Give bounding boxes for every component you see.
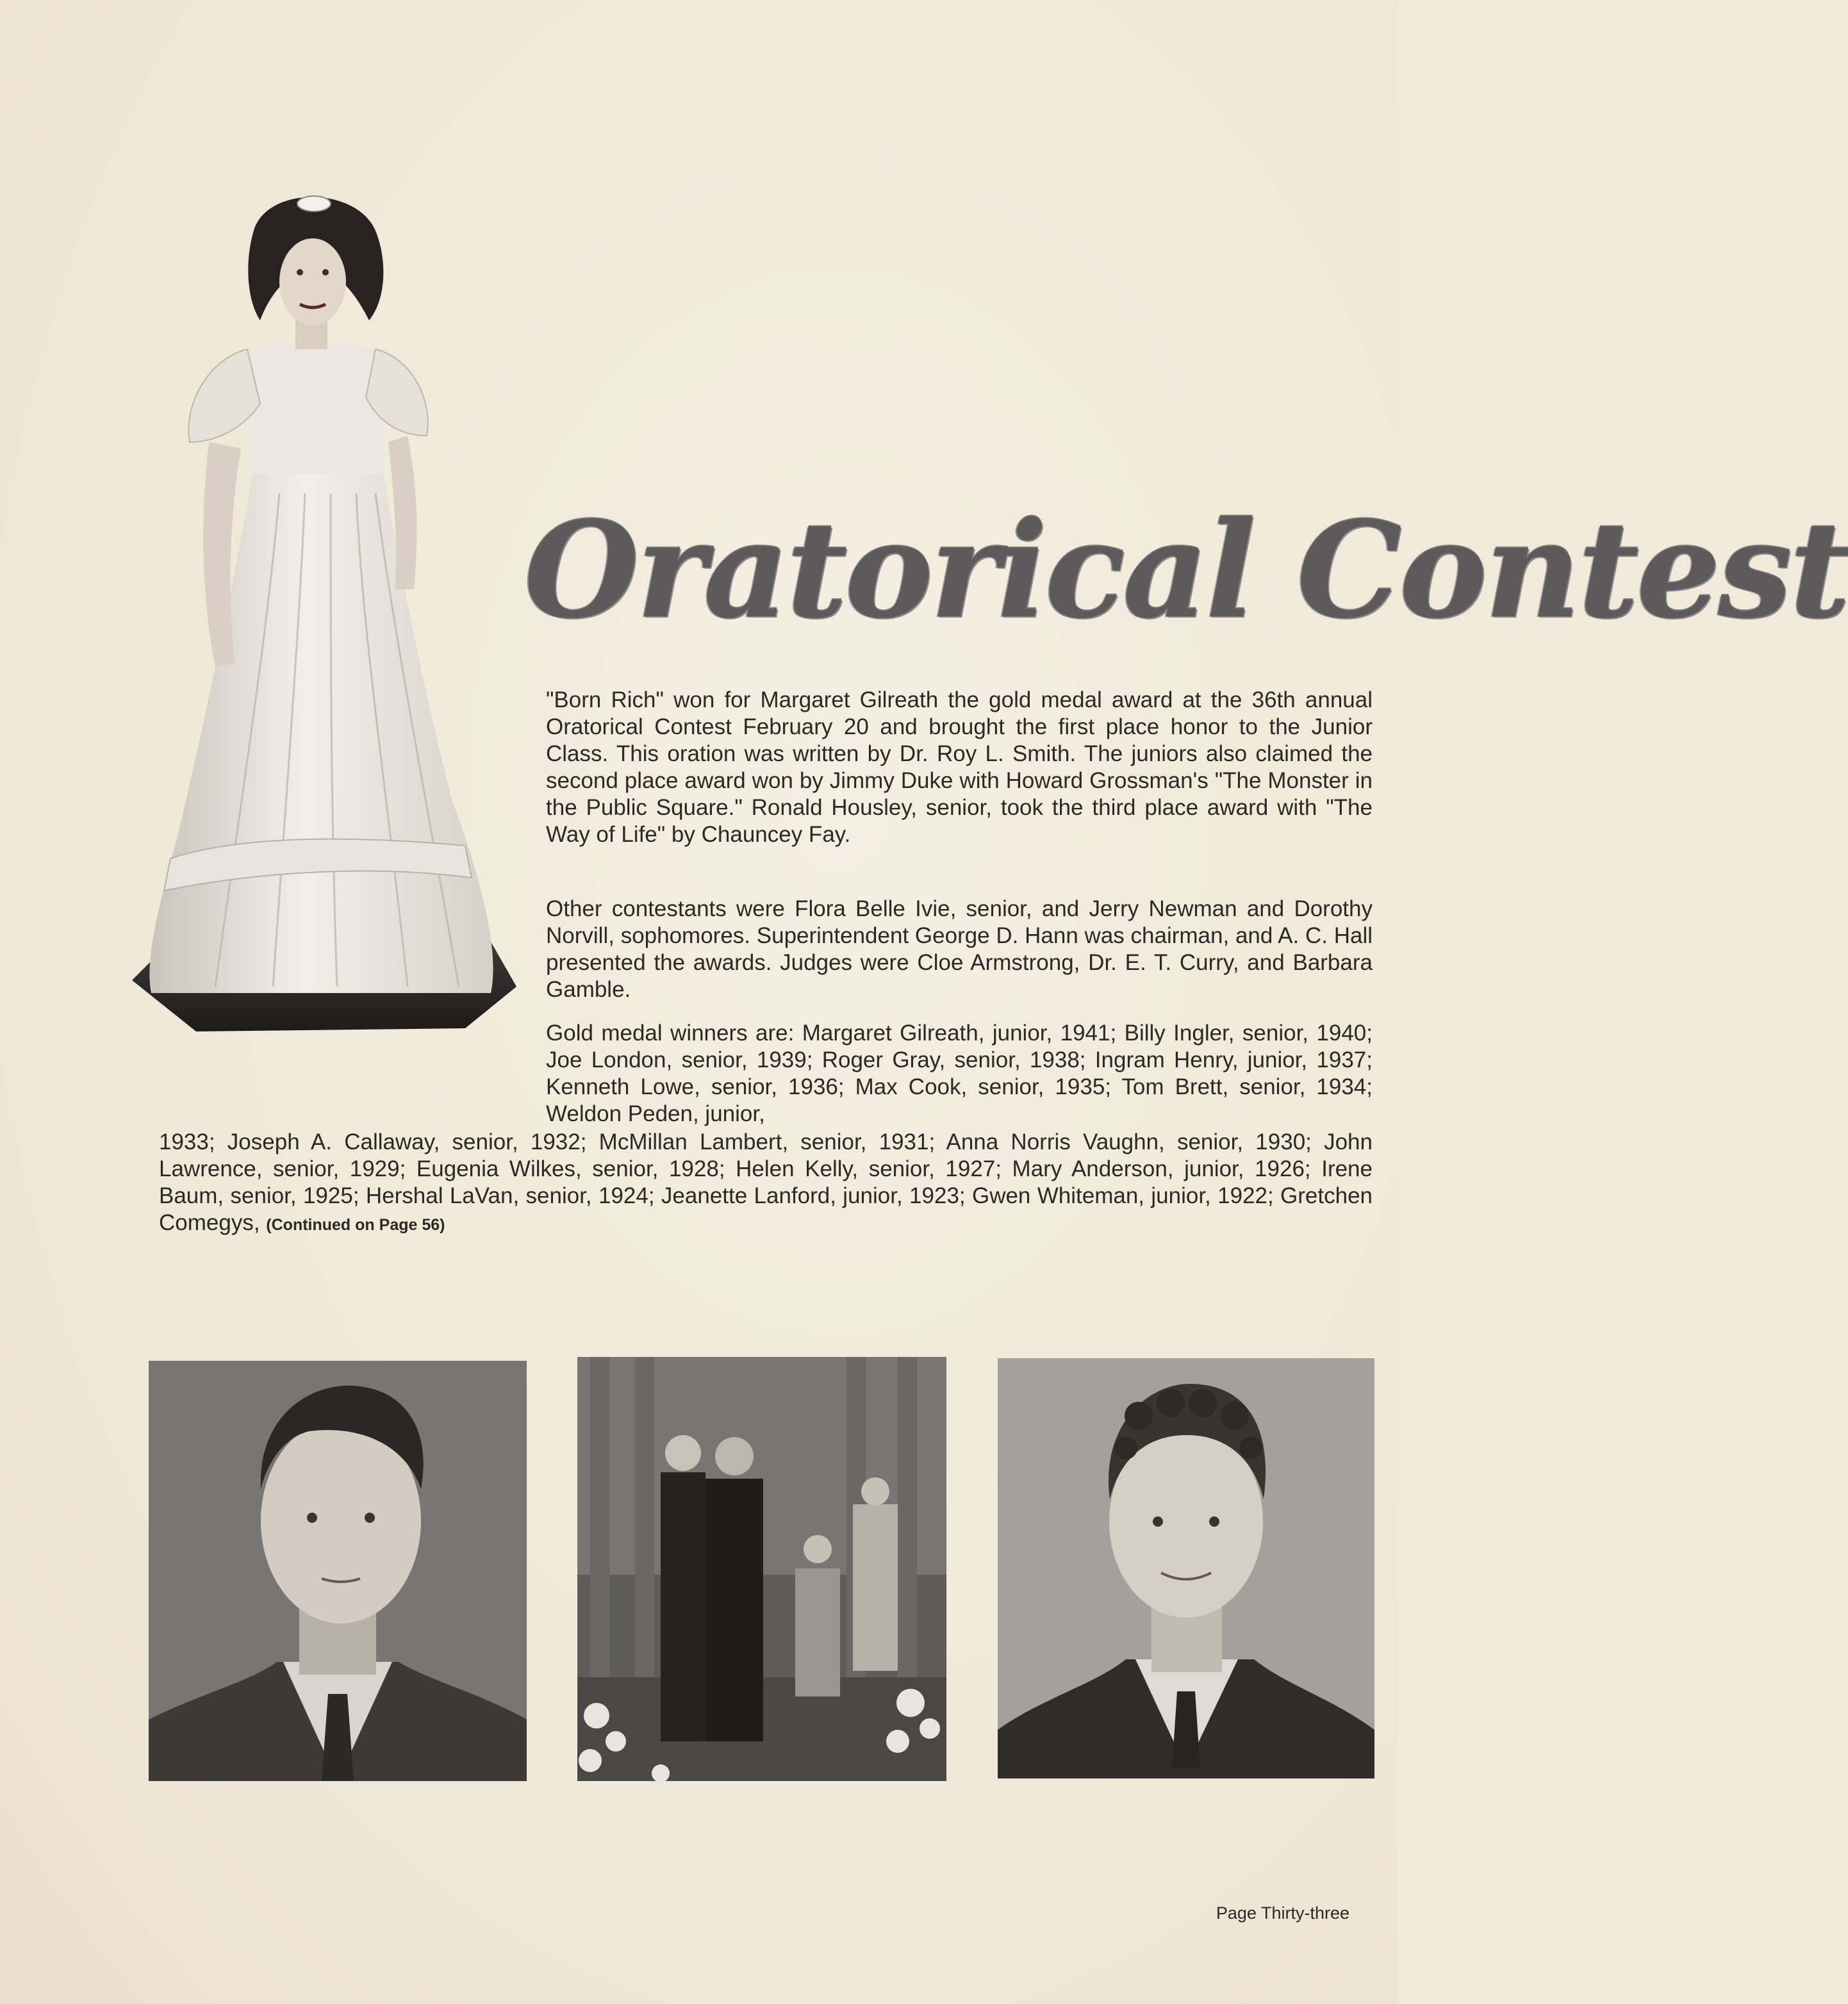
page-title: Oratorical Contest (524, 493, 1848, 648)
paragraph-text-span: 1933; Joseph A. Callaway, senior, 1932; McMillan Lambert, senior, 1931; Anna Norris Vaughn, senior, 1930; John Lawrence, senior, 1929; Eugenia Wilkes, senior, 1928; Helen Kelly, senior, 1927; Mary Anderson, junior, 1926; Irene Baum, senior, 1925; Hershal LaVan, senior, 1924; Jeanette Lanford, junior, 1923; Gwen Whiteman, junior, 1922; Gretchen Comegys, (159, 1129, 1373, 1235)
article-paragraph-3-continued (159, 1129, 1373, 1238)
paragraph-text: Other contestants were Flora Belle Ivie, senior, and Jerry Newman and Dorothy Norvill, sophomores. Superintendent George D. Hann was chairman, and A. C. Hall presented the awards. Judges were Cloe Armstrong, Dr. E. T. Curry, and Barbara Gamble. (546, 896, 1373, 1002)
winner-portrait-photo (132, 192, 516, 1038)
paragraph-text (159, 1129, 1373, 1238)
continued-note: (Continued on Page 56) (266, 1216, 445, 1234)
portrait-photo-right (998, 1358, 1374, 1778)
paragraph-text: "Born Rich" won for Margaret Gilreath the gold medal award at the 36th annual Oratorical Contest February 20 and brought the first place honor to the Junior Class. This oration was written by Dr. Roy L. Smith. The juniors also claimed the second place award won by Jimmy Duke with Howard Grossman's "The Monster in the Public Square." Ronald Housley, senior, took the third place award with "The Way of Life" by Chauncey Fay. (546, 687, 1373, 847)
awards-ceremony-photo (577, 1357, 946, 1781)
article-paragraph-1 (546, 687, 1373, 848)
article-paragraph-2 (546, 896, 1373, 1003)
article-paragraph-3-start (546, 1020, 1373, 1128)
paragraph-text: Gold medal winners are: Margaret Gilreath, junior, 1941; Billy Ingler, senior, 1940; Joe London, senior, 1939; Roger Gray, senior, 1938; Ingram Henry, junior, 1937; Kenneth Lowe, senior, 1936; Max Cook, senior, 1935; Tom Brett, senior, 1934; Weldon Peden, junior, (546, 1021, 1373, 1126)
page-number: Page Thirty-three (1216, 1903, 1349, 1923)
portrait-photo-left (149, 1361, 527, 1781)
